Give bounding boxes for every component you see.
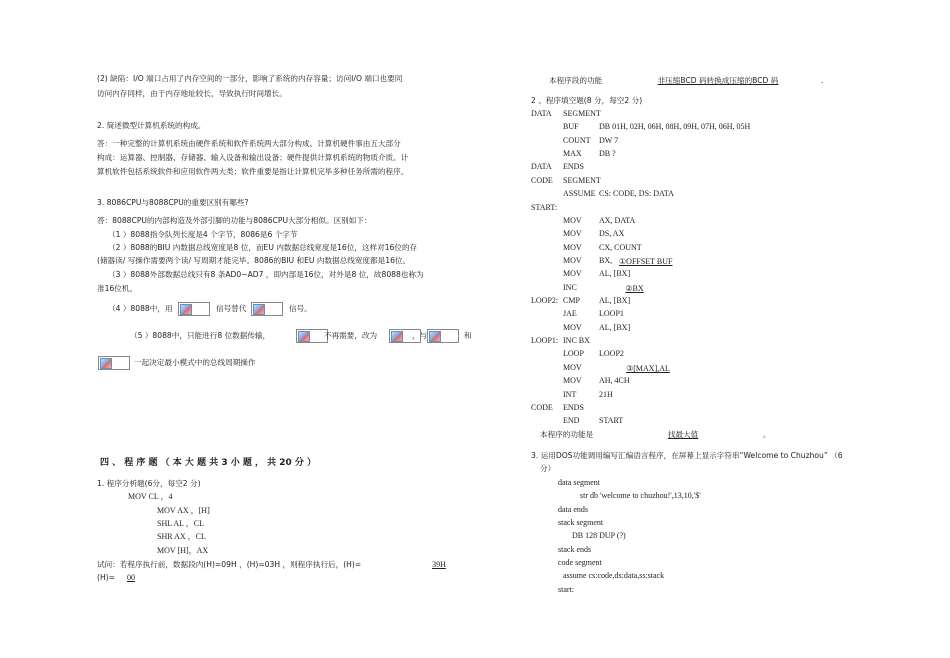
code-line: stack segment: [558, 518, 604, 527]
code-line: start:: [558, 585, 574, 594]
answer-line: （2 ）8088的BIU 内数据总线宽度是8 位，而EU 内数据总线宽度是16位，这样对16位的存: [108, 243, 418, 252]
answer-line: 算机软件包括系统软件和应用软件两大类；软件重要是指让计算机完毕多种任务所需的程序。: [97, 167, 409, 176]
code-opcode: MOV: [563, 376, 582, 386]
question-title: 2. 简述微型计算机系统的构成。: [97, 121, 206, 130]
function-label: 本程序段的功能: [549, 76, 603, 85]
code-opcode: BUF: [563, 122, 579, 132]
answer-line-5e: 一起决定最小模式中的总线周期操作: [134, 358, 256, 367]
code-opcode: MOV: [563, 242, 582, 252]
code-opcode: MOV: [563, 229, 582, 239]
question-text: (H)=: [97, 573, 115, 582]
code-operand: AL, [BX]: [599, 322, 631, 332]
code-operand: CX, COUNT: [599, 242, 642, 252]
answer-line-5a: （5 ）8088中，只能进行8 位数据传输，: [130, 331, 271, 340]
code-line: DB 128 DUP (?): [572, 531, 626, 540]
code-operand: CS: CODE, DS: DATA: [599, 189, 674, 199]
code-operand: AL, [BX]: [599, 269, 631, 279]
code-opcode: LOOP: [563, 349, 584, 359]
code-label: LOOP2:: [531, 296, 559, 306]
code-line: code segment: [558, 558, 602, 567]
answer-line-5c: ，与: [412, 331, 428, 340]
answer-blank: 00: [127, 573, 135, 582]
code-line: SHR AX ，CL: [157, 532, 206, 541]
period: 。: [763, 430, 771, 439]
code-line: stack ends: [558, 545, 592, 554]
q2-cont-line-2: 访问内存同样，由于内存地址较长，导致执行时间增长。: [97, 89, 287, 98]
code-opcode: COUNT: [563, 135, 591, 145]
code-operand: 21H: [599, 389, 613, 399]
code-label: CODE: [531, 175, 553, 185]
function-answer: 非压缩BCD 码转换成压缩的BCD 码: [657, 76, 779, 85]
code-line: MOV CL ，4: [128, 492, 173, 501]
code-opcode: JAE: [563, 309, 577, 319]
code-label: DATA: [531, 109, 552, 118]
code-opcode: INC BX: [563, 336, 590, 346]
code-operand: DB 01H, 02H, 06H, 08H, 09H, 07H, 06H, 05H: [599, 122, 751, 132]
broken-image-icon: [98, 356, 130, 370]
answer-blank: 39H: [432, 560, 446, 569]
code-label: CODE: [531, 402, 553, 412]
answer-blank: ①OFFSET BUF: [619, 257, 673, 266]
answer-line: （3 ）8088外部数据总线只有8 条AD0~AD7 ，即内部是16位，对外是8 位，故8088也称为: [108, 270, 424, 279]
code-opcode: MOV: [563, 269, 582, 279]
question-title-cont: 分）: [540, 464, 556, 473]
code-operand: AL, [BX]: [599, 296, 631, 306]
code-opcode: MOV: [563, 322, 582, 332]
code-operand: DB ?: [599, 149, 616, 159]
broken-image-icon: [178, 302, 210, 316]
code-operand: BX,: [599, 255, 613, 265]
code-line: MOV AX ，[H]: [157, 506, 210, 515]
code-operand: DS, AX: [599, 229, 625, 239]
function-answer: 找最大值: [667, 430, 699, 439]
code-operand: AH, 4CH: [599, 376, 630, 386]
answer-line-4c: 信号。: [289, 304, 312, 313]
answer-blank: ③[MAX],AL: [626, 364, 670, 373]
q2-cont-line-1: (2) 缺陷：I/O 端口占用了内存空间的一部分，影响了系统的内存容量；访问I/O 端口也要同: [97, 74, 403, 83]
answer-line-4a: （4 ）8088中，用: [108, 304, 173, 313]
answer-blank: ②BX: [625, 284, 644, 293]
answer-line-5b: 不再需要，改为: [324, 331, 378, 340]
code-opcode: INC: [563, 282, 577, 292]
code-operand: LOOP1: [599, 309, 624, 319]
answer-line: (储器读/ 写操作需要两个读/ 写周期才能完毕。8086的BIU 和EU 内数据总线宽度都是16位。: [97, 256, 411, 265]
function-label: 本程序的功能是: [540, 430, 594, 439]
section-heading: 四 、 程 序 题 （ 本 大 题 共 3 小 题 ， 共 20 分 ）: [100, 458, 317, 468]
code-operand: DW 7: [599, 135, 619, 145]
code-opcode: SEGMENT: [563, 175, 601, 185]
answer-line-5d: 和: [464, 331, 472, 340]
code-opcode: SEGMENT: [563, 109, 601, 118]
code-label: LOOP1:: [531, 336, 559, 346]
code-opcode: END: [563, 416, 580, 426]
code-operand: START: [599, 416, 624, 426]
code-opcode: CMP: [563, 296, 580, 306]
code-line: data segment: [558, 478, 600, 487]
code-operand: LOOP2: [599, 349, 624, 359]
question-title: 2 、程序填空题(8 分，每空2 分): [531, 96, 643, 105]
answer-line: 答：8088CPU的内部构造及外部引脚的功能与8086CPU大部分相似。区别如下：: [97, 216, 372, 225]
code-opcode: ENDS: [563, 402, 584, 412]
answer-line: （1 ）8088指令队列长度是4 个字节，8086是6 个字节: [108, 230, 298, 239]
code-line: SHL AL ，CL: [157, 519, 204, 528]
question-title: 1. 程序分析题(6分，每空2 分): [97, 479, 201, 488]
code-opcode: MOV: [563, 362, 582, 372]
code-opcode: ASSUME: [563, 189, 596, 199]
code-line: assume cs:code,ds:data,ss:stack: [563, 571, 665, 580]
answer-line: 答：一种完整的计算机系统由硬件系统和软件系统两大部分构成。计算机硬件事由五大部分: [97, 139, 401, 148]
code-label: START:: [531, 202, 558, 212]
code-label: DATA: [531, 162, 552, 172]
question-title: 3. 运用DOS功能调用编写汇编语言程序，在屏幕上显示字符串“Welcome to Chuzhou” （6: [531, 451, 843, 460]
question-text: 试问：若程序执行前，数据段内(H)=09H ，(H)=03H ，则程序执行后，(H)=: [97, 560, 362, 569]
code-line: MOV [H]，AX: [157, 546, 209, 555]
code-opcode: MOV: [563, 215, 582, 225]
code-opcode: MOV: [563, 255, 582, 265]
code-operand: AX, DATA: [599, 215, 636, 225]
code-line: str db 'welcome to chuzhou!',13,10,'$': [580, 491, 701, 500]
code-opcode: INT: [563, 389, 577, 399]
period: .: [821, 76, 824, 85]
answer-line-4b: 信号替代: [216, 304, 247, 313]
answer-line: 准16位机。: [97, 284, 138, 293]
code-opcode: MAX: [563, 149, 582, 159]
question-title: 3. 8086CPU与8088CPU的重要区别有哪些?: [97, 198, 249, 207]
broken-image-icon: [251, 302, 283, 316]
broken-image-icon: [427, 329, 459, 343]
code-line: data ends: [558, 505, 588, 514]
code-opcode: ENDS: [563, 162, 584, 172]
answer-line: 构成：运算器、控制器、存储器、输入设备和输出设备；硬件提供计算机系统的物质介质。计: [97, 153, 409, 162]
